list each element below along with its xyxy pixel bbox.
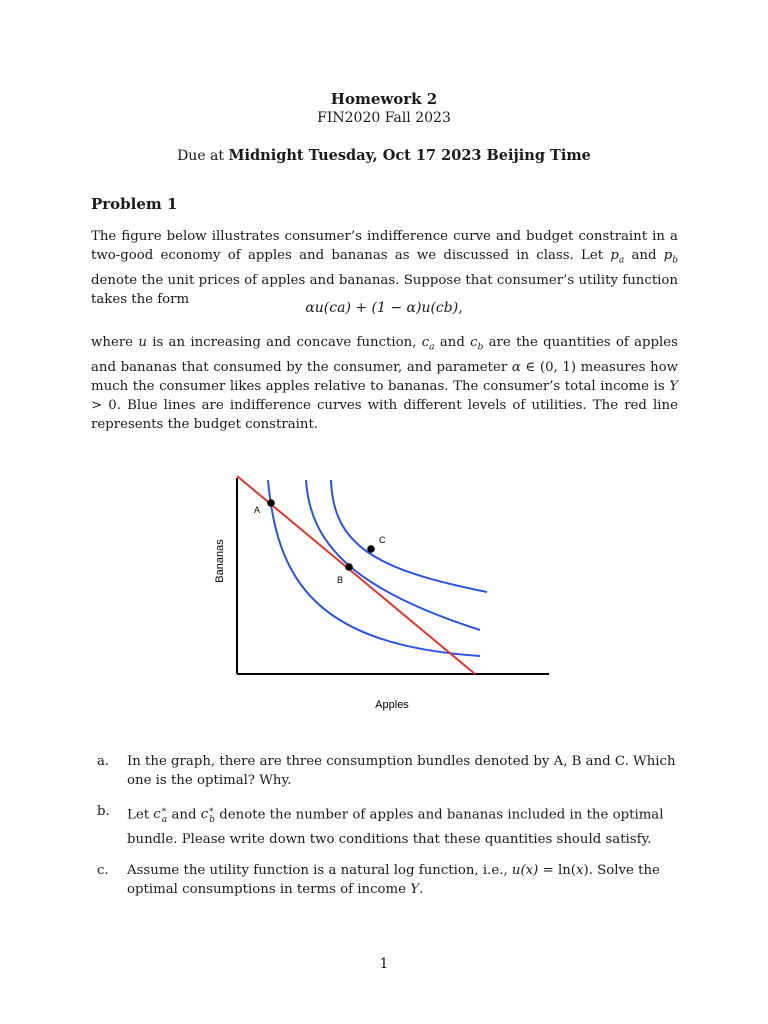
math-cb-star: $c^∗_b$ [200,806,216,826]
utility-formula: αu(ca) + (1 − α)u(cb), [305,300,463,316]
p1-text-b: and [624,248,664,263]
question-text: In the graph, there are three consumption bundles denoted by A, B and C. Which one is the optimal? Why. [127,754,676,788]
course-line: FIN2020 Fall 2023 [317,110,451,126]
question-c: c. Assume the utility function is a natural log function, i.e., u(x) = ln(x). Solve the optimal consumptions in terms of income Y. [97,863,660,898]
question-list [97,752,682,911]
indifference-curve-figure [205,470,555,720]
math-ca: $c_a$ [421,335,435,353]
problem-paragraph-1 [91,227,678,309]
page-number: 1 [379,956,389,972]
question-b [97,802,682,849]
math-cb: $c_b$ [470,335,484,353]
p2-text-c: and [434,335,471,350]
x-axis-label: Apples [375,699,409,711]
y-axis-label: Bananas [214,539,226,583]
question-text-c: . [419,882,424,898]
problem-paragraph-2: where u is an increasing and concave function, $c_a$ and $c_b$ are the quantities of apples and bananas that consumed by the consumer, and parameter α ∈ (0, 1) measures how much the consumer likes apples relative to bananas. The consumer’s total income is Y > 0. Blue lines are indifference curves with different levels of utilities. The red line represents the budget constraint. [91,335,679,432]
question-text-c: denote the number of apples and bananas included in the optimal bundle. Please write down two conditions that these quantities should satisfy. [127,807,664,848]
p2-text-f: . Blue lines are indifference curves with different levels of utilities. The red line represents the budget constraint. [91,397,678,432]
price-bananas: $p_b$ [663,248,678,266]
question-text-b: and [167,807,201,823]
question-text-a: Let [127,807,154,823]
bundle-point-b [345,563,353,571]
point-label-a: A [254,505,261,515]
due-prefix: Due at [177,148,225,164]
question-a [97,752,682,790]
math-log-utility: u(x) [511,863,539,879]
question-label: c. [97,863,109,879]
p1-text-a: The figure below illustrates consumer’s indifference curve and budget constraint in a two-good economy of apples and bananas as we discussed in class. Let [91,229,678,263]
indifference-curve-low [268,480,480,656]
due-date: Midnight Tuesday, Oct 17 2023 Beijing Time [228,147,591,164]
p2-text-e: measures how much the consumer likes apples relative to bananas. The consumer’s total income is [91,359,679,394]
point-label-c: C [379,535,386,545]
math-income: Y [669,378,678,394]
p1-text-c: denote the unit prices of apples and bananas. Suppose that consumer’s utility function takes the form [91,272,678,307]
homework-title: Homework 2 [330,90,438,108]
question-text-a: Assume the utility function is a natural log function, i.e., [127,863,512,879]
math-u: u [138,335,147,350]
price-apples: $p_a$ [610,248,625,266]
bundle-point-c [367,545,375,553]
problem-heading: Problem 1 [91,195,178,213]
due-line [0,147,768,164]
bundle-point-a [267,499,275,507]
p2-text-a: where [91,335,139,350]
indifference-curve-high [331,480,487,592]
p2-text-b: is an increasing and concave function, [146,335,422,350]
math-income: Y [410,882,420,898]
p2-text-d: are the quantities of apples and bananas that consumed by the consumer, and parameter [91,335,678,375]
math-alpha: α [511,359,521,375]
math-ca-star: $c^∗_a$ [153,806,168,826]
question-label: a. [97,754,110,769]
question-text-b: . Solve the optimal consumptions in terms of income [127,863,660,898]
question-label: b. [97,804,110,819]
point-label-b: B [337,575,344,585]
